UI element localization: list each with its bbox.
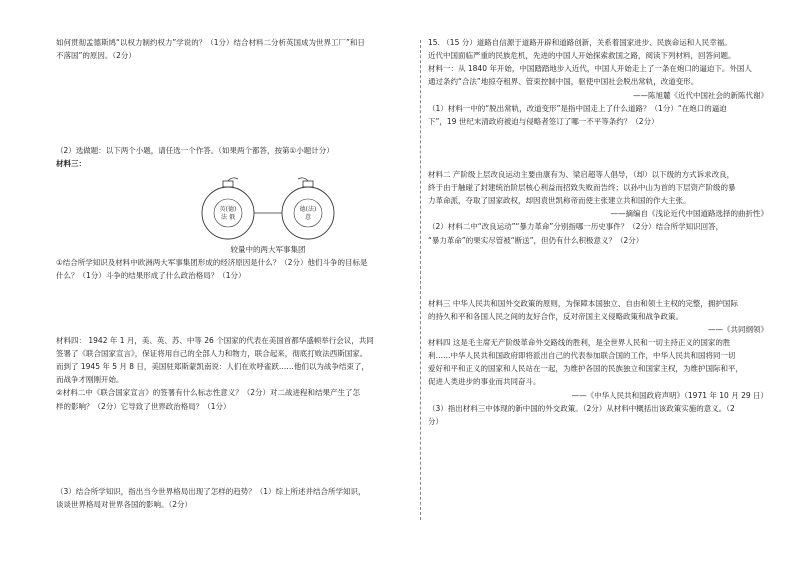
material-3-source: ——《共同纲领》 [708, 324, 768, 334]
material-2-line: 力革命派，夺取了国家政权，却因袁世凯称帝而使主张建立共和国的作大主张。 [428, 196, 691, 206]
subquestion-1-line: （1）材料一中的“脱出常轨，改道变形”是指中国走上了什么道路？（1分）“在炮口的逼迫 [428, 103, 727, 113]
right-bomb-label-2: 意 [304, 213, 312, 221]
subquestion-2-line: （2）材料二中“改良运动”“暴力革命”分别指哪一历史事件？（2分）结合所学知识回答， [428, 222, 724, 232]
material-2-source: ——摘编自《浅论近代中国道路选择的曲折性》 [610, 209, 768, 219]
part-2-intro: （2）选做题：以下两个小题，请任选一个作答。（如果两个都答，按第①小题计分） [56, 146, 334, 156]
material-4-line: 签署了《联合国家宣言》，保证将用自己的全部人力和物力，联合起来，彻底打败法西斯国家。 [56, 349, 368, 358]
material-4-line: 爱好和平和正义的国家和人民站在一起，为维护各国的民族独立和国家主权，为维护国际和平， [428, 364, 743, 374]
material-3-line: 的持久和平和各国人民之间的友好合作，反对帝国主义侵略政策和战争政策。 [428, 311, 683, 321]
bombs-illustration [188, 177, 348, 241]
subquestion-1-line: 下”，19 世纪末清政府被迫与侵略者签订了哪一不平等条约？（2分） [428, 116, 659, 126]
material-2-line: 材料二 产阶级上层改良运动主要由康有为、梁启超等人倡导，（却）以下级的方式诉求改良， [428, 169, 735, 179]
material-3-line: 材料三 中华人民共和国外交政策的原则，为保障本国独立、自由和领土主权的完整，拥护国际 [428, 298, 738, 308]
subquestion-3-line: 分） [428, 416, 443, 426]
right-bomb-label-1: 德(法) [299, 205, 317, 213]
figure-caption: 较量中的两大军事集团 [230, 244, 306, 254]
answer-space [428, 247, 768, 297]
right-column [428, 36, 768, 428]
subquestion-3-line: （3）指出材料三中体现的新中国的外交政策。（2分）从材料中概括出该政策实施的意义。（2 [428, 403, 735, 413]
material-1-line: 材料一：从 1840 年开始，中国踏踏地步入近代，中国人开始走上了一条在炮口的逼迫下。外国人 [428, 64, 752, 74]
left-bomb-label-2: 法 俄 [221, 213, 235, 221]
material-4-line: 利……中华人民共和国政府即将派出自己的代表参加联合国的工作，中华人民共和国将同一切 [428, 351, 736, 361]
answer-space [56, 413, 408, 485]
left-bomb-label-1: 英(德) [219, 205, 237, 213]
question-15-line: 近代中国面临严重的民族危机，先进的中国人开始探索救国之路，阅读下列材料，回答问题。 [428, 51, 736, 61]
material-4-source: ——《中华人民共和国政府声明》（1971 年 10 月 29 日） [571, 390, 768, 400]
question-continuation-line: 如何贯彻孟德斯鸠“以权力制约权力”学说的？（1分）结合材料二分析英国成为世界工厂”和日 [56, 38, 365, 47]
material-4-line: 促进人类进步的事业而共同奋斗。 [428, 377, 541, 387]
subquestion-2-line: “暴力革命”的果实尽管被“断送”，但仍有什么积极意义？（2分） [428, 235, 644, 245]
subquestion-2-line: ②材料二中《联合国家宣言》的签署有什么标志性意义？（2分）对二战进程和结果产生了怎 [56, 388, 360, 398]
material-4-line: 材料四 这是毛主席无产阶级革命外交路线的胜利，是全世界人民和一切主持正义的国家的胜 [428, 338, 731, 347]
material-3-label: 材料三： [56, 159, 86, 169]
alliance-figure [188, 177, 348, 256]
subquestion-2-line: 样的影响？（2分）它导致了世界政治格局？（1分） [56, 401, 231, 411]
material-4-line: 材料四： 1942 年 1 月，美、英、苏、中等 26 个国家的代表在美国首都华盛顿举行会议，共同 [56, 335, 374, 345]
question-continuation-line: 不落国”的原因。（2分） [56, 51, 136, 61]
subquestion-1-line: 什么？（1分）斗争的结果形成了什么政治格局？（1分） [56, 270, 246, 280]
column-divider [420, 40, 421, 520]
left-column [56, 36, 408, 511]
material-4-line: 而到了 1945 年 5 月 8 日，美国驻郑斯蒙凯南说：人们在欢呼雀跃……他们以为战争结束了， [56, 362, 369, 372]
material-1-source: ——陈旭麓《近代中国社会的新陈代谢》 [633, 90, 768, 100]
material-2-line: 終于由于触碰了封建统治阶层核心利益而招致失败而告终；以孙中山为首的下层资产阶级的暴 [428, 183, 736, 192]
question-15-line: 15. （15 分）道路自信源于道路开辟和道路创新，关系着国家进步、民族命运和人民幸福。 [428, 38, 732, 47]
answer-space [56, 62, 408, 144]
subquestion-1-line: ①结合所学知识及材料中欧洲两大军事集团形成的经济原因是什么？（2分）他们斗争的目标是 [56, 257, 368, 267]
answer-space [56, 282, 408, 334]
material-1-line: 通过条约“合法”地掠夺租界、管束控制中国，驱使中国社会脱出常轨，改道变形。 [428, 77, 699, 87]
answer-space [428, 128, 768, 168]
question-3-line: 谈谈世界格局对世界各国的影响。（2分） [56, 499, 193, 509]
question-3-line: （3）结合所学知识，指出当今世界格局出现了怎样的趋势？（1）综上所述并结合所学知识， [56, 486, 366, 496]
material-4-line: 而战争才刚刚开始。 [56, 375, 124, 385]
